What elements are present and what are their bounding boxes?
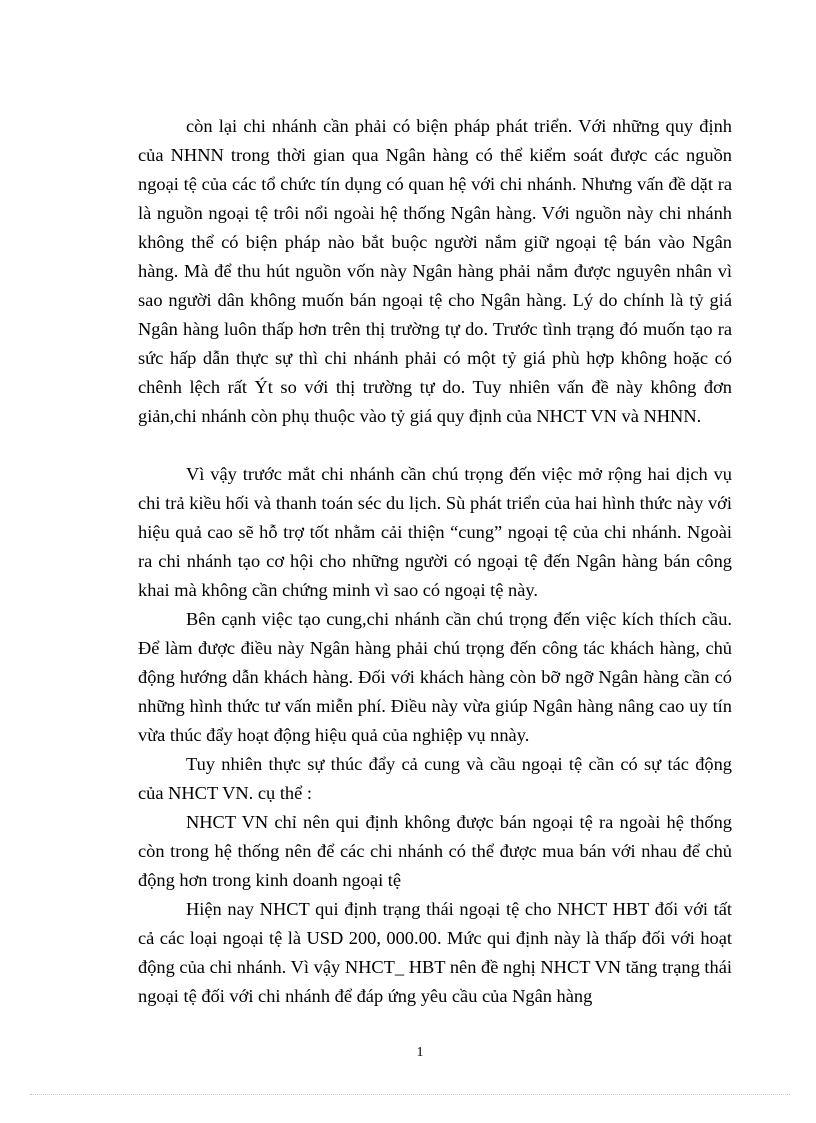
paragraph: NHCT VN chỉ nên qui định không được bán ngoại tệ ra ngoài hệ thống còn trong hệ thống nên để các chi nhánh có thể được mua bán với nhau để chủ động hơn trong kinh doanh ngoại tệ xyxy=(138,812,732,890)
paragraph: Bên cạnh việc tạo cung,chi nhánh cần chú trọng đến việc kích thích cầu. Để làm được điều này Ngân hàng phải chú trọng đến công tác khách hàng, chủ động hướng dẫn khách hàng. Đối với khách hàng còn bỡ ngỡ Ngân hàng cần có những hình thức tư vấn miễn phí. Điều này vừa giúp Ngân hàng nâng cao uy tín vừa thúc đẩy hoạt động hiệu quả của nghiệp vụ nnày. xyxy=(138,609,732,745)
paragraph: còn lại chi nhánh cần phải có biện pháp phát triển. Với những quy định của NHNN trong thời gian qua Ngân hàng có thể kiểm soát được các nguồn ngoại tệ của các tổ chức tín dụng có quan hệ với chi nhánh. Nhưng vấn đề dặt ra là nguồn ngoại tệ trôi nổi ngoài hệ thống Ngân hàng. Với nguồn này chi nhánh không thể có biện pháp nào bắt buộc người nắm giữ ngoại tệ bán vào Ngân hàng. Mà để thu hút nguồn vốn này Ngân hàng phải nắm được nguyên nhân vì sao người dân không muốn bán ngoại tệ cho Ngân hàng. Lý do chính là tỷ giá Ngân hàng luôn thấp hơn trên thị trường tự do. Trước tình trạng đó muốn tạo ra sức hấp dẫn thực sự thì chi nhánh phải có một tỷ giá phù hợp không hoặc có chênh lệch rất Ýt so với thị trường tự do. Tuy nhiên vấn đề này không đơn giản,chi nhánh còn phụ thuộc vào tỷ giá quy định của NHCT VN và NHNN. xyxy=(138,116,732,426)
footer-divider xyxy=(30,1094,790,1095)
page-number: 1 xyxy=(416,1045,424,1060)
paragraph: Vì vậy trước mắt chi nhánh cần chú trọng đến việc mở rộng hai dịch vụ chi trả kiều hối và thanh toán séc du lịch. Sù phát triển của hai hình thức này với hiệu quả cao sẽ hỗ trợ tốt nhằm cải thiện “cung” ngoại tệ của chi nhánh. Ngoài ra chi nhánh tạo cơ hội cho những người có ngoại tệ đến Ngân hàng bán công khai mà không cần chứng minh vì sao có ngoại tệ này. xyxy=(138,464,732,600)
paragraph: Tuy nhiên thực sự thúc đẩy cả cung và cầu ngoại tệ cần có sự tác động của NHCT VN. cụ thể : xyxy=(138,754,732,803)
paragraph: Hiện nay NHCT qui định trạng thái ngoại tệ cho NHCT HBT đối với tất cả các loại ngoại tệ là USD 200, 000.00. Mức qui định này là thấp đối với hoạt động của chi nhánh. Vì vậy NHCT_ HBT nên đề nghị NHCT VN tăng trạng thái ngoại tệ đối với chi nhánh để đáp ứng yêu cầu của Ngân hàng xyxy=(138,899,732,1006)
paragraph-gap xyxy=(138,431,732,460)
body-text xyxy=(138,112,732,1011)
